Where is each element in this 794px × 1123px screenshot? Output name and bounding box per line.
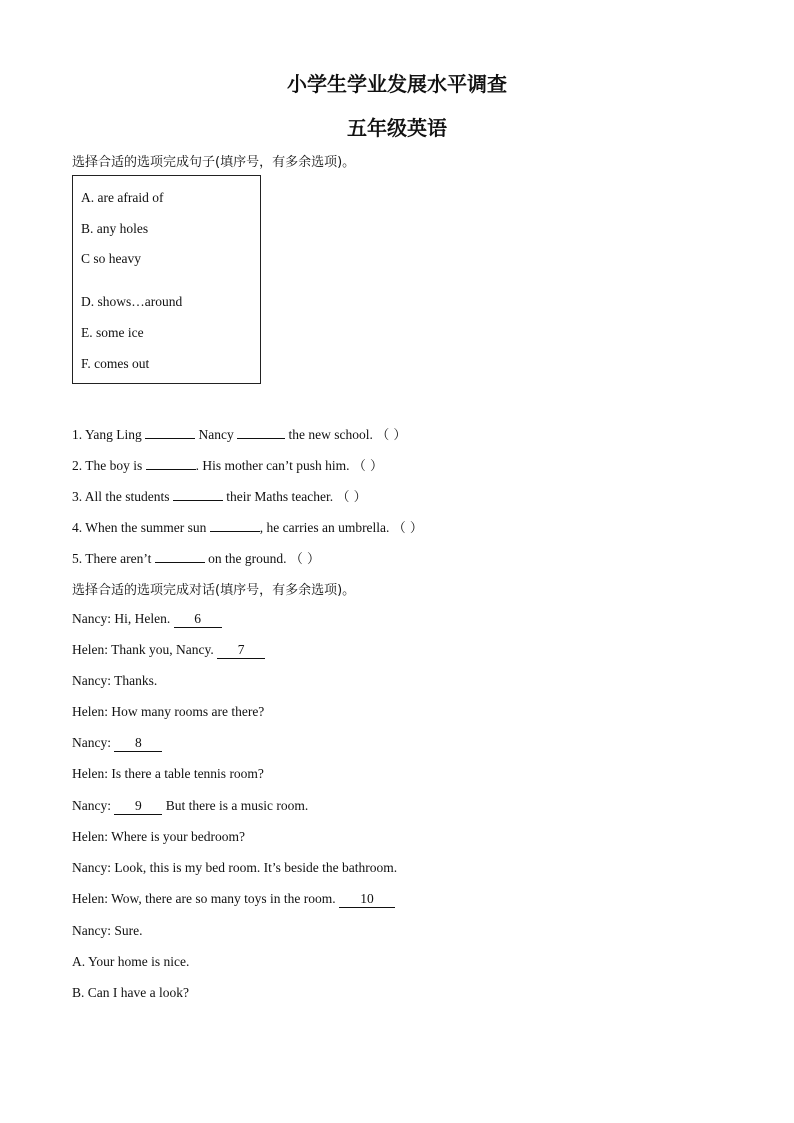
answer-blank[interactable] [145,426,195,439]
answer-blank[interactable] [173,488,223,501]
dialogue-line-6: Helen: Is there a table tennis room? [72,766,264,781]
option-b: B. any holes [81,221,149,236]
answer-parentheses[interactable]: （ ） [352,459,383,474]
option-c: C so heavy [81,251,141,266]
answer-parentheses[interactable]: （ ） [392,521,423,536]
dialogue-line-5 [72,735,162,752]
answer-blank[interactable] [210,519,260,532]
answer-blank[interactable] [155,550,205,563]
dialogue-line-3: Nancy: Thanks. [72,673,158,688]
section2-instruction: 选择合适的选项完成对话(填序号，有多余选项)。 [72,583,356,598]
question-5 [72,548,320,567]
dialogue-line-9: Nancy: Look, this is my bed room. It’s beside the bathroom. [72,860,398,875]
dialogue-line-11: Nancy: Sure. [72,923,143,938]
question-1-text-a: 1. Yang Ling [72,427,142,442]
dialogue-line-10 [72,891,395,908]
dialogue-line-7-after: But there is a music room. [165,798,309,813]
option-a: A. are afraid of [81,190,164,205]
option-d: D. shows…around [81,294,183,309]
section1-instruction: 选择合适的选项完成句子(填序号，有多余选项)。 [72,155,356,170]
question-2-text-b: . His mother can’t push him. [195,458,350,473]
page-subtitle: 五年级英语 [347,116,447,140]
question-4-text-a: 4. When the summer sun [72,520,207,535]
answer-parentheses[interactable]: （ ） [336,490,367,505]
dialogue-line-8: Helen: Where is your bedroom? [72,829,245,844]
option-f: F. comes out [81,356,150,371]
dialogue-line-5-text: Nancy: [72,735,111,750]
question-1 [72,424,406,443]
question-3-text-a: 3. All the students [72,489,170,504]
question-1-text-c: the new school. [288,427,373,442]
dialogue-line-1 [72,611,222,628]
question-5-text-b: on the ground. [208,551,287,566]
answer-blank[interactable] [146,457,196,470]
dialogue-line-2 [72,642,265,659]
dialogue-line-2-text: Helen: Thank you, Nancy. [72,642,214,657]
dialogue-line-7 [72,798,308,815]
dialogue-line-7-text: Nancy: [72,798,111,813]
answer-option-a: A. Your home is nice. [72,954,190,969]
question-3-text-b: their Maths teacher. [226,489,334,504]
page-title: 小学生学业发展水平调查 [287,72,507,96]
answer-parentheses[interactable]: （ ） [376,428,407,443]
dialogue-blank-9[interactable]: 9 [114,798,162,815]
dialogue-blank-8[interactable]: 8 [114,735,162,752]
question-4 [72,517,423,536]
dialogue-blank-7[interactable]: 7 [217,642,265,659]
question-2 [72,455,383,474]
question-2-text-a: 2. The boy is [72,458,143,473]
question-1-text-b: Nancy [198,427,234,442]
dialogue-blank-6[interactable]: 6 [174,611,222,628]
question-4-text-b: , he carries an umbrella. [259,520,390,535]
dialogue-line-1-text: Nancy: Hi, Helen. [72,611,171,626]
answer-blank[interactable] [237,426,285,439]
answer-parentheses[interactable]: （ ） [289,552,320,567]
answer-option-b: B. Can I have a look? [72,985,189,1000]
dialogue-line-10-text: Helen: Wow, there are so many toys in the room. [72,891,336,906]
question-5-text-a: 5. There aren’t [72,551,152,566]
option-e: E. some ice [81,325,144,340]
dialogue-line-4: Helen: How many rooms are there? [72,704,265,719]
options-box [72,175,261,384]
dialogue-blank-10[interactable]: 10 [339,891,395,908]
question-3 [72,486,367,505]
